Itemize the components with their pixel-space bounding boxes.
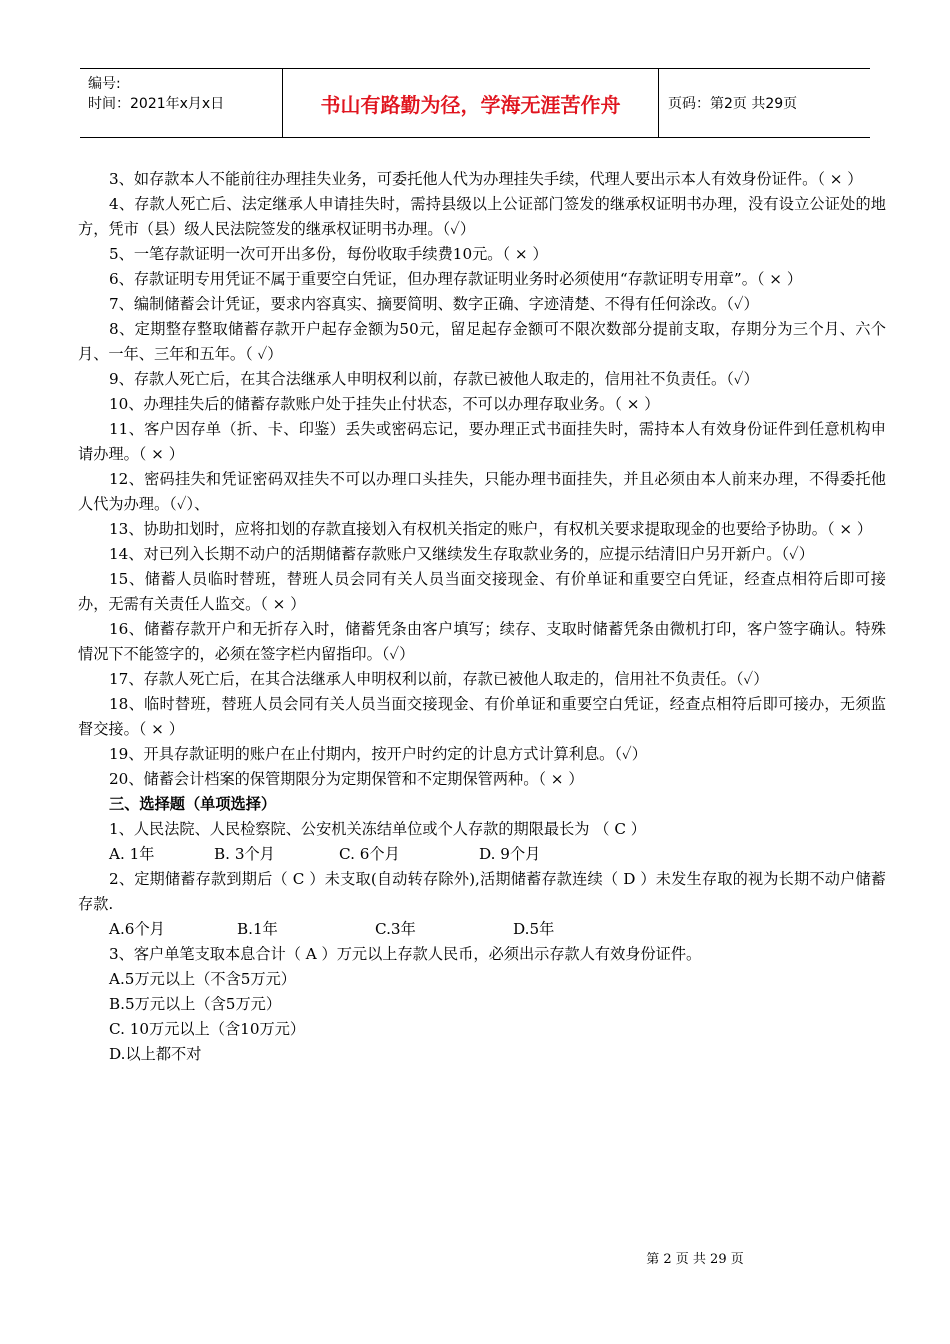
document-body (78, 167, 886, 1067)
true-false-item-3: 3、如存款本人不能前往办理挂失业务，可委托他人代为办理挂失手续，代理人要出示本人有效身份证件。（ × ） (109, 170, 863, 188)
question-1: 1、人民法院、人民检察院、公安机关冻结单位或个人存款的期限最长为 （ C ） (109, 820, 646, 838)
option-c: C.3年 (375, 920, 416, 938)
true-false-item-7: 7、编制储蓄会计凭证，要求内容真实、摘要简明、数字正确、字迹清楚、不得有任何涂改。（✓） (109, 295, 759, 313)
time-label: 时间：2021年x月x日 (88, 96, 225, 112)
true-false-item-8: 8、定期整存整取储蓄存款开户起存金额为50元，留足起存金额可不限次数部分提前支取，存期分为三个月、六个月、一年、三年和五年。（ ✓） (78, 320, 886, 363)
true-false-item-19: 19、开具存款证明的账户在止付期内，按开户时约定的计息方式计算利息。（✓） (109, 745, 647, 763)
option-b: B. 3个月 (214, 845, 275, 863)
option-d: D.5年 (513, 920, 555, 938)
option-c: C. 6个月 (339, 845, 400, 863)
section-title: 三、选择题（单项选择） (109, 795, 277, 813)
header-meta (80, 69, 283, 137)
option-a: A.5万元以上（不含5万元） (109, 970, 296, 988)
question-3: 3、客户单笔支取本息合计（ A ）万元以上存款人民币，必须出示存款人有效身份证件。 (109, 945, 702, 963)
true-false-item-15: 15、储蓄人员临时替班，替班人员会同有关人员当面交接现金、有价单证和重要空白凭证，经查点相符后即可接办，无需有关责任人监交。（ × ） (78, 570, 886, 613)
option-b: B.5万元以上（含5万元） (109, 995, 282, 1013)
option-a: A. 1年 (109, 845, 155, 863)
true-false-item-10: 10、办理挂失后的储蓄存款账户处于挂失止付状态，不可以办理存取业务。（ × ） (109, 395, 660, 413)
true-false-item-12: 12、密码挂失和凭证密码双挂失不可以办理口头挂失，只能办理书面挂失，并且必须由本人前来办理，不得委托他人代为办理。（✓）、 (78, 470, 886, 513)
true-false-item-16: 16、储蓄存款开户和无折存入时，储蓄凭条由客户填写；续存、支取时储蓄凭条由微机打印，客户签字确认。特殊情况下不能签字的，必须在签字栏内留指印。（✓） (78, 620, 886, 663)
true-false-item-5: 5、一笔存款证明一次可开出多份，每份收取手续费10元。（ × ） (109, 245, 548, 263)
page-footer: 第 2 页 共 29 页 (646, 1252, 744, 1267)
option-d: D. 9个月 (479, 845, 541, 863)
true-false-item-13: 13、协助扣划时，应将扣划的存款直接划入有权机关指定的账户，有权机关要求提取现金的也要给予协助。（ × ） (109, 520, 873, 538)
true-false-item-4: 4、存款人死亡后、法定继承人申请挂失时，需持县级以上公证部门签发的继承权证明书办理，没有设立公证处的地方，凭市（县）级人民法院签发的继承权证明书办理。（✓） (78, 195, 886, 238)
true-false-item-6: 6、存款证明专用凭证不属于重要空白凭证，但办理存款证明业务时必须使用“存款证明专用章”。（ × ） (109, 270, 803, 288)
number-label: 编号: (88, 76, 121, 92)
option-c: C. 10万元以上（含10万元） (109, 1020, 306, 1038)
question-2-options (78, 917, 886, 942)
option-b: B.1年 (237, 920, 278, 938)
question-2: 2、定期储蓄存款到期后（ C ）未支取(自动转存除外),活期储蓄存款连续（ D ）未发生存取的视为长期不动户储蓄存款. (78, 870, 886, 913)
true-false-item-18: 18、临时替班，替班人员会同有关人员当面交接现金、有价单证和重要空白凭证，经查点相符后即可接办，无须监督交接。（ × ） (78, 695, 886, 738)
option-d: D.以上都不对 (109, 1045, 202, 1063)
page-header (80, 68, 870, 138)
option-a: A.6个月 (109, 920, 165, 938)
true-false-item-11: 11、客户因存单（折、卡、印鉴）丢失或密码忘记，要办理正式书面挂失时，需持本人有效身份证件到任意机构申请办理。（ × ） (78, 420, 886, 463)
question-1-options (78, 842, 886, 867)
header-motto: 书山有路勤为径，学海无涯苦作舟 (283, 69, 659, 137)
header-page-number: 页码：第2页 共29页 (668, 96, 798, 112)
true-false-item-17: 17、存款人死亡后，在其合法继承人申明权利以前，存款已被他人取走的，信用社不负责任。（✓） (109, 670, 769, 688)
true-false-item-20: 20、储蓄会计档案的保管期限分为定期保管和不定期保管两种。（ × ） (109, 770, 584, 788)
true-false-item-9: 9、存款人死亡后，在其合法继承人申明权利以前，存款已被他人取走的，信用社不负责任。（✓） (109, 370, 759, 388)
true-false-item-14: 14、对已列入长期不动户的活期储蓄存款账户又继续发生存取款业务的，应提示结清旧户另开新户。（✓） (109, 545, 814, 563)
